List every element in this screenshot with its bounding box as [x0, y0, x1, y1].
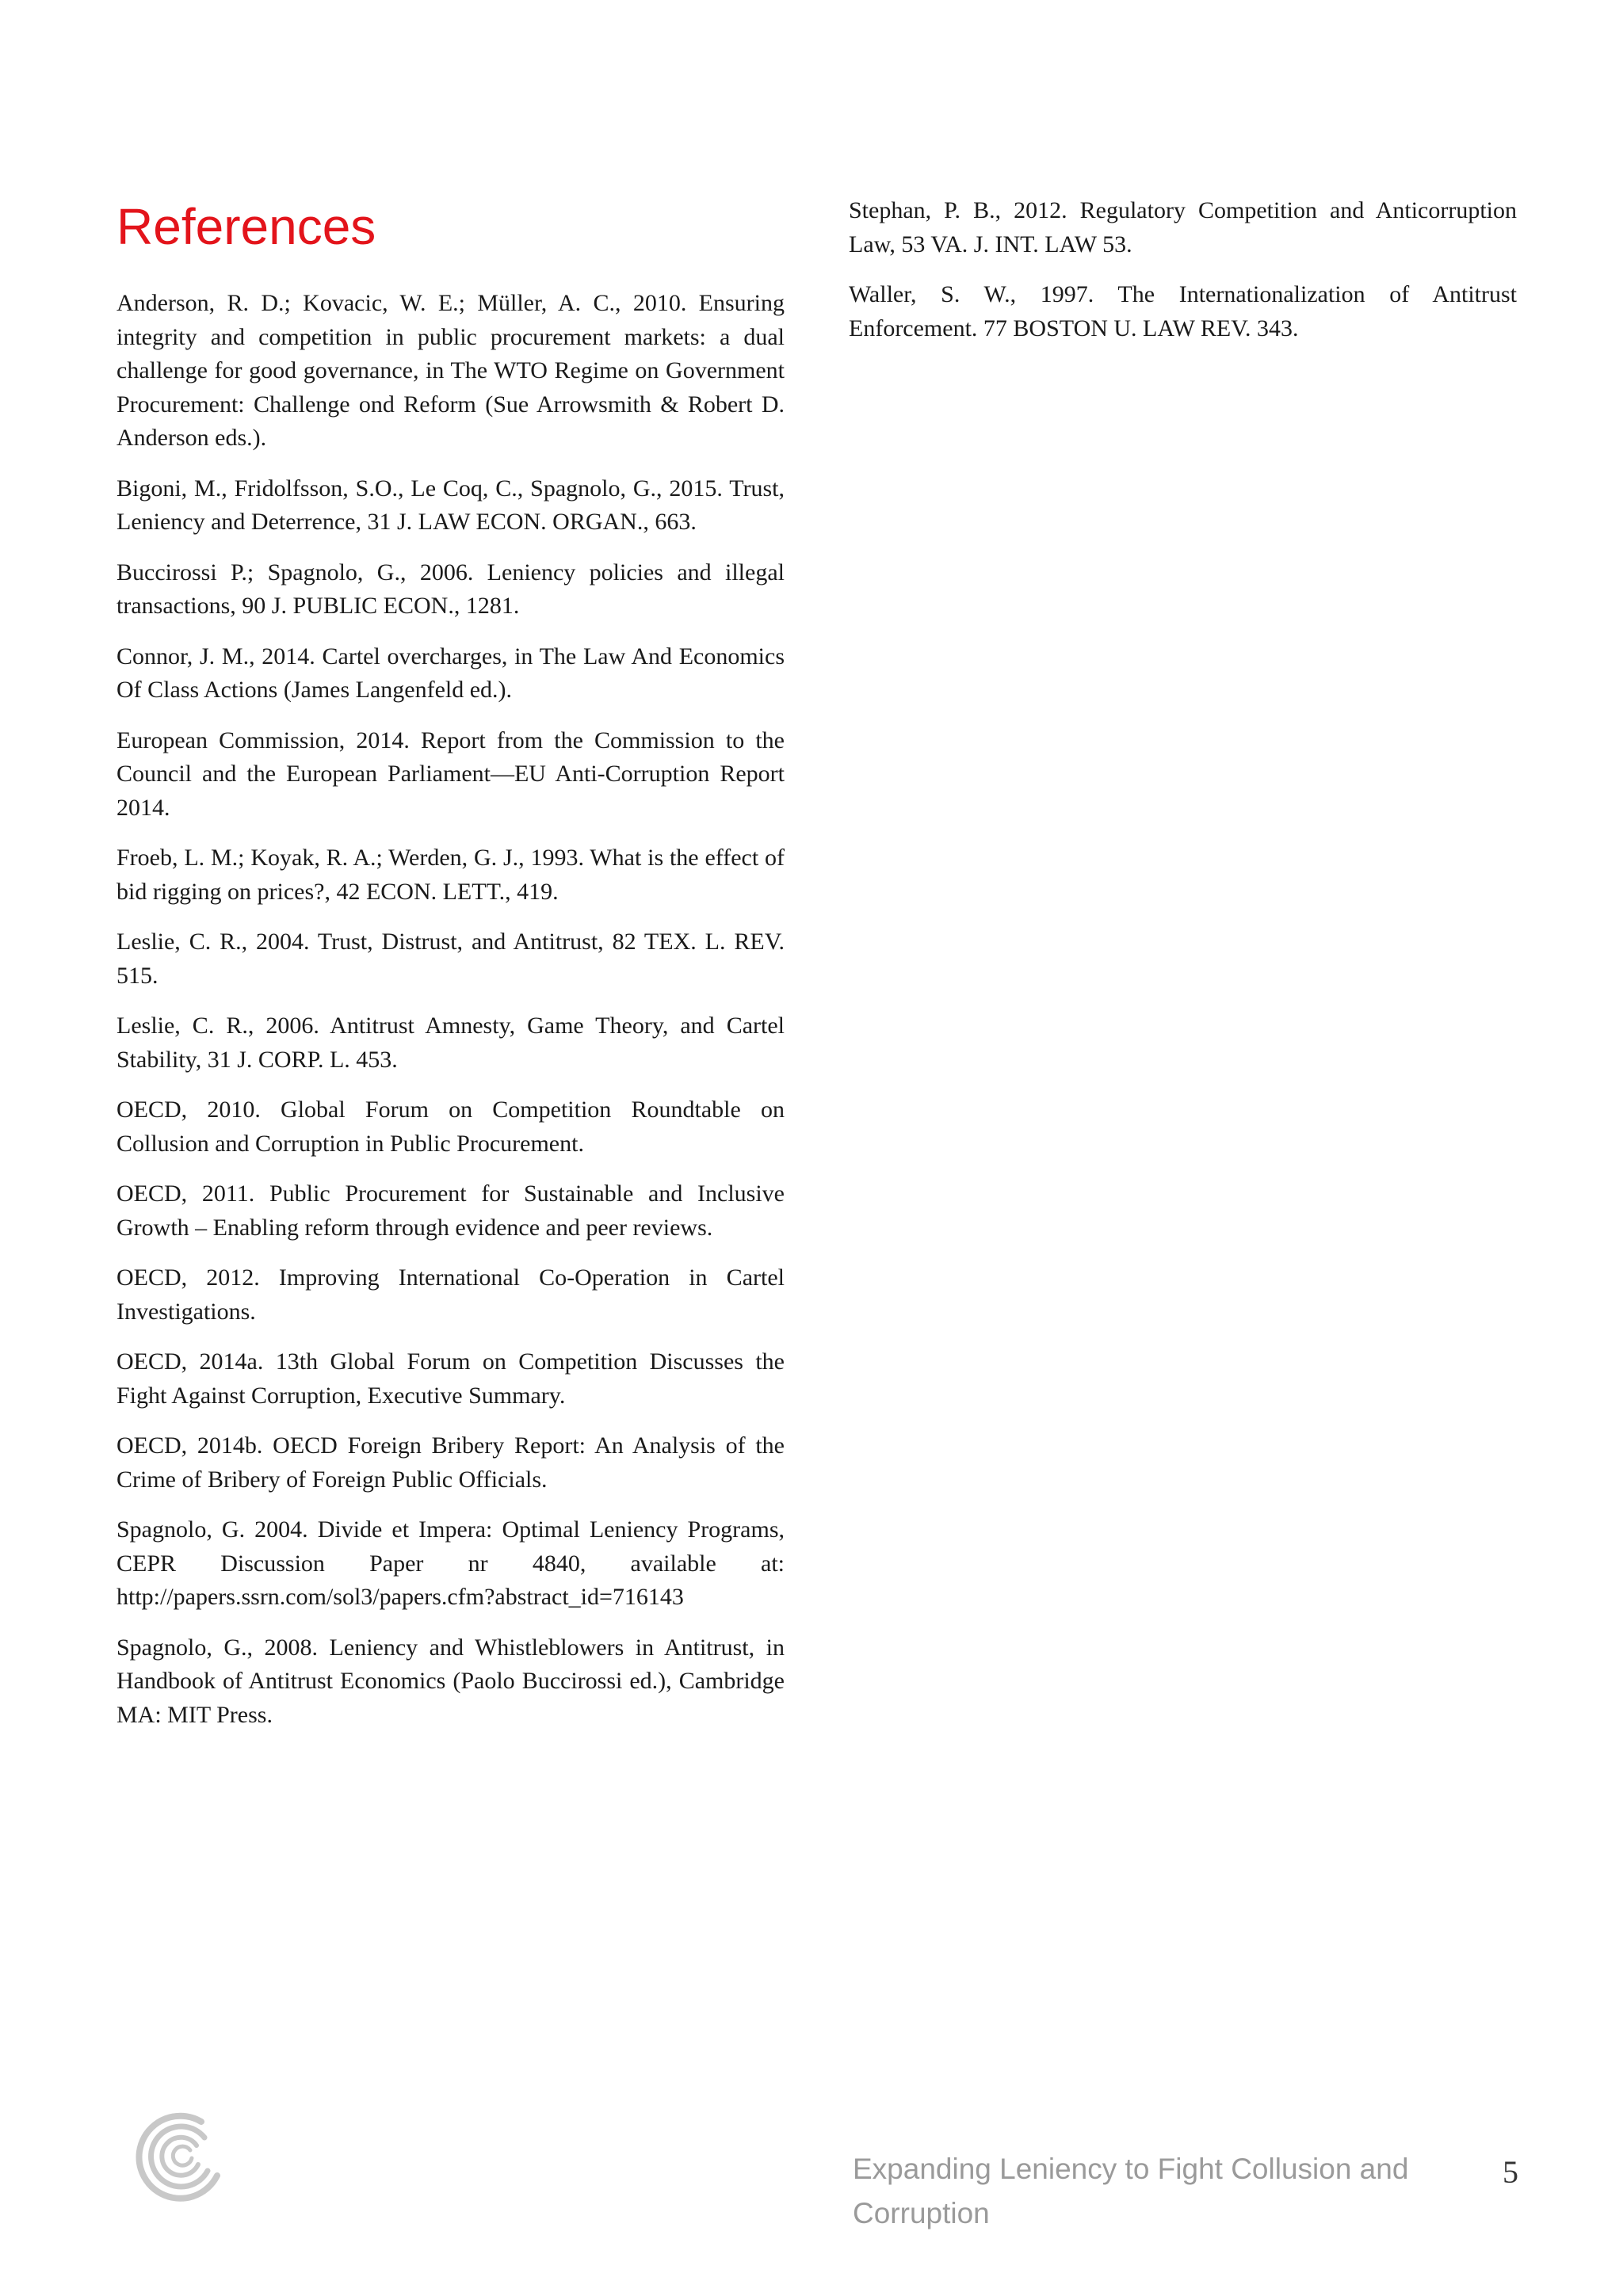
reference-item: OECD, 2014b. OECD Foreign Bribery Report: An Analysis of the Crime of Bribery of Foreign Public Officials. [116, 1432, 785, 1493]
footer-document-title: Expanding Leniency to Fight Collusion and Corruption [853, 2153, 1409, 2229]
reference-item: European Commission, 2014. Report from the Commission to the Council and the European Parliament—EU Anti-Corruption Report 2014. [116, 727, 785, 821]
references-list-left [116, 287, 785, 1749]
reference-item: Froeb, L. M.; Koyak, R. A.; Werden, G. J., 1993. What is the effect of bid rigging on prices?, 42 ECON. LETT., 419. [116, 845, 785, 905]
reference-item: OECD, 2011. Public Procurement for Sustainable and Inclusive Growth – Enabling reform through evidence and peer reviews. [116, 1180, 785, 1241]
reference-item: OECD, 2010. Global Forum on Competition Roundtable on Collusion and Corruption in Public Procurement. [116, 1097, 785, 1157]
reference-item: OECD, 2012. Improving International Co-Operation in Cartel Investigations. [116, 1264, 785, 1325]
reference-item: Connor, J. M., 2014. Cartel overcharges, in The Law And Economics Of Class Actions (James Langenfeld ed.). [116, 643, 785, 703]
reference-item: Stephan, P. B., 2012. Regulatory Competition and Anticorruption Law, 53 VA. J. INT. LAW 53. [849, 197, 1517, 257]
reference-item: Spagnolo, G. 2004. Divide et Impera: Optimal Leniency Programs, CEPR Discussion Paper nr 4840, available at: http://papers.ssrn.com/sol3/papers.cfm?abstract_id=716143 [116, 1516, 785, 1610]
reference-item: Leslie, C. R., 2004. Trust, Distrust, and Antitrust, 82 TEX. L. REV. 515. [116, 929, 785, 989]
reference-item: OECD, 2014a. 13th Global Forum on Competition Discusses the Fight Against Corruption, Executive Summary. [116, 1348, 785, 1409]
references-list-right [849, 194, 1517, 362]
reference-item: Leslie, C. R., 2006. Antitrust Amnesty, Game Theory, and Cartel Stability, 31 J. CORP. L. 453. [116, 1013, 785, 1073]
reference-item: Bigoni, M., Fridolfsson, S.O., Le Coq, C., Spagnolo, G., 2015. Trust, Leniency and Deterrence, 31 J. LAW ECON. ORGAN., 663. [116, 475, 785, 535]
circular-c-logo-icon [135, 2109, 231, 2206]
reference-item: Waller, S. W., 1997. The Internationalization of Antitrust Enforcement. 77 BOSTON U. LAW REV. 343. [849, 281, 1517, 341]
references-heading: References [116, 198, 376, 255]
reference-item: Buccirossi P.; Spagnolo, G., 2006. Leniency policies and illegal transactions, 90 J. PUBLIC ECON., 1281. [116, 559, 785, 619]
page-number: 5 [1503, 2154, 1518, 2190]
reference-item: Anderson, R. D.; Kovacic, W. E.; Müller, A. C., 2010. Ensuring integrity and competition in public procurement markets: a dual challenge for good governance, in The WTO Regime on Government Procurement: Challenge ond Reform (Sue Arrowsmith & Robert D. Anderson eds.). [116, 290, 785, 451]
reference-item: Spagnolo, G., 2008. Leniency and Whistleblowers in Antitrust, in Handbook of Antitrust Economics (Paolo Buccirossi ed.), Cambridge MA: MIT Press. [116, 1634, 785, 1728]
